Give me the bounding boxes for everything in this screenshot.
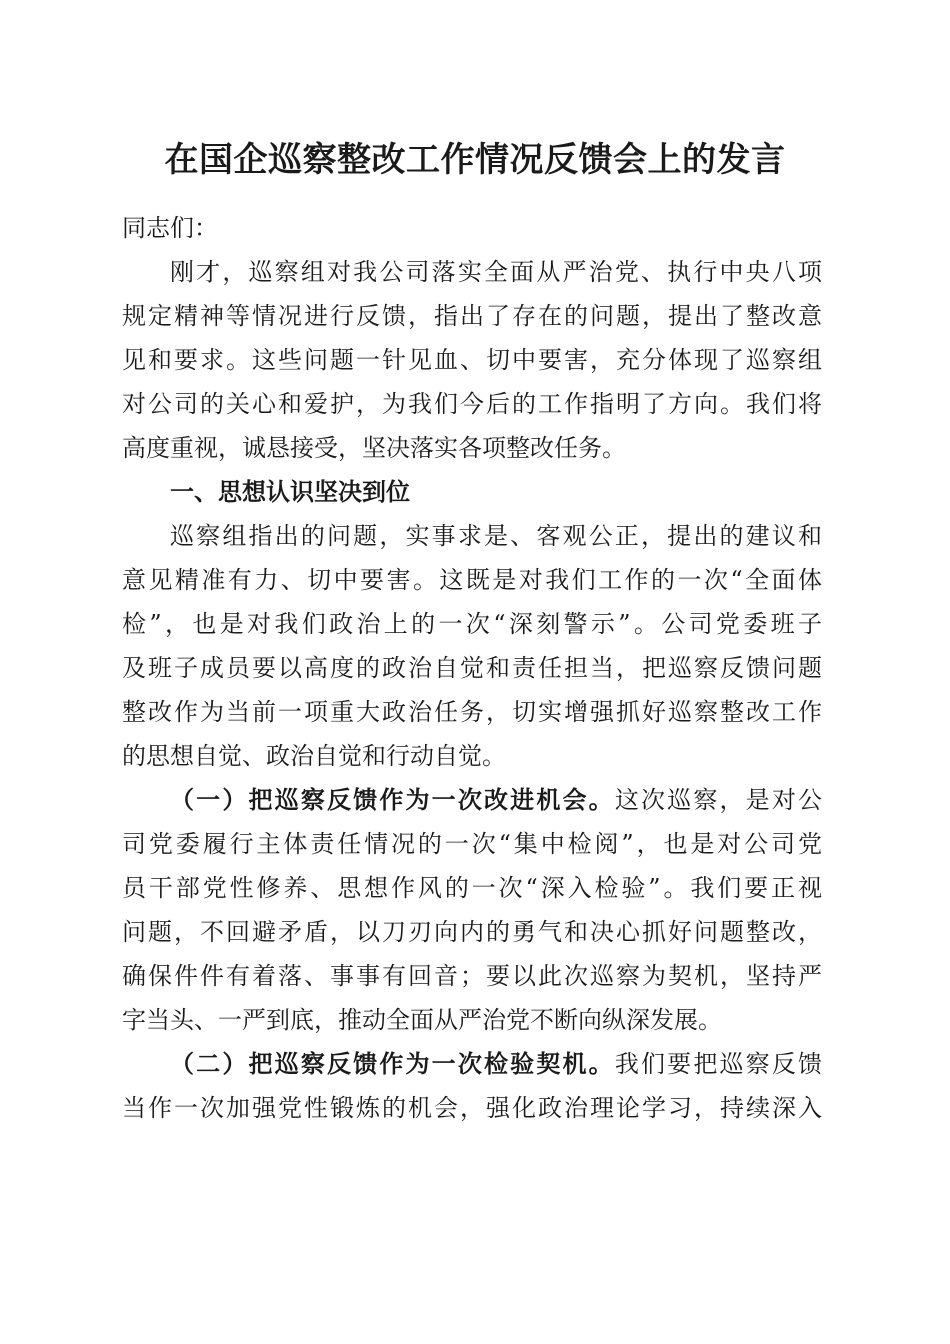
paragraph-line: 确保件件有着落、事事有回音；要以此次巡察为契机，坚持严 xyxy=(122,962,822,990)
document-body xyxy=(122,206,822,1130)
paragraph-line: 当作一次加强党性锻炼的机会，强化政治理论学习，持续深入 xyxy=(122,1094,822,1122)
paragraph-line: 巡察组指出的问题，实事求是、客观公正，提出的建议和 xyxy=(170,522,822,550)
paragraph-line: 意见精准有力、切中要害。这既是对我们工作的一次“全面体 xyxy=(122,566,822,594)
subheading-lead: （二）把巡察反馈作为一次检验契机。 xyxy=(170,1049,615,1078)
document-title: 在国企巡察整改工作情况反馈会上的发言 xyxy=(164,140,786,180)
paragraph-line: 司党委履行主体责任情况的一次“集中检阅”，也是对公司党 xyxy=(122,830,822,858)
paragraph-line: 检”，也是对我们政治上的一次“深刻警示”。公司党委班子 xyxy=(122,610,822,638)
paragraph-line: 刚才，巡察组对我公司落实全面从严治党、执行中央八项 xyxy=(170,258,822,286)
subheading-lead: （一）把巡察反馈作为一次改进机会。 xyxy=(170,785,615,814)
paragraph-line: 高度重视，诚恳接受，坚决落实各项整改任务。 xyxy=(122,434,626,462)
paragraph-line: 及班子成员要以高度的政治自觉和责任担当，把巡察反馈问题 xyxy=(122,654,822,682)
paragraph-line xyxy=(122,778,822,822)
paragraph-line: 问题，不回避矛盾，以刀刃向内的勇气和决心抓好问题整改， xyxy=(122,918,822,946)
salutation: 同志们： xyxy=(122,214,218,242)
paragraph-line: 字当头、一严到底，推动全面从严治党不断向纵深发展。 xyxy=(122,1006,722,1034)
paragraph-line: 见和要求。这些问题一针见血、切中要害，充分体现了巡察组 xyxy=(122,346,822,374)
paragraph-line: 的思想自觉、政治自觉和行动自觉。 xyxy=(122,742,506,770)
paragraph-line: 整改作为当前一项重大政治任务，切实增强抓好巡察整改工作 xyxy=(122,698,822,726)
paragraph-text: 这次巡察，是对公 xyxy=(614,786,823,814)
paragraph-line: 对公司的关心和爱护，为我们今后的工作指明了方向。我们将 xyxy=(122,390,822,418)
paragraph-line xyxy=(122,1042,822,1086)
paragraph-line: 员干部党性修养、思想作风的一次“深入检验”。我们要正视 xyxy=(122,874,822,902)
paragraph-text: 我们要把巡察反馈 xyxy=(614,1050,823,1078)
paragraph-line: 规定精神等情况进行反馈，指出了存在的问题，提出了整改意 xyxy=(122,302,822,330)
section-heading: 一、思想认识坚决到位 xyxy=(170,478,410,506)
